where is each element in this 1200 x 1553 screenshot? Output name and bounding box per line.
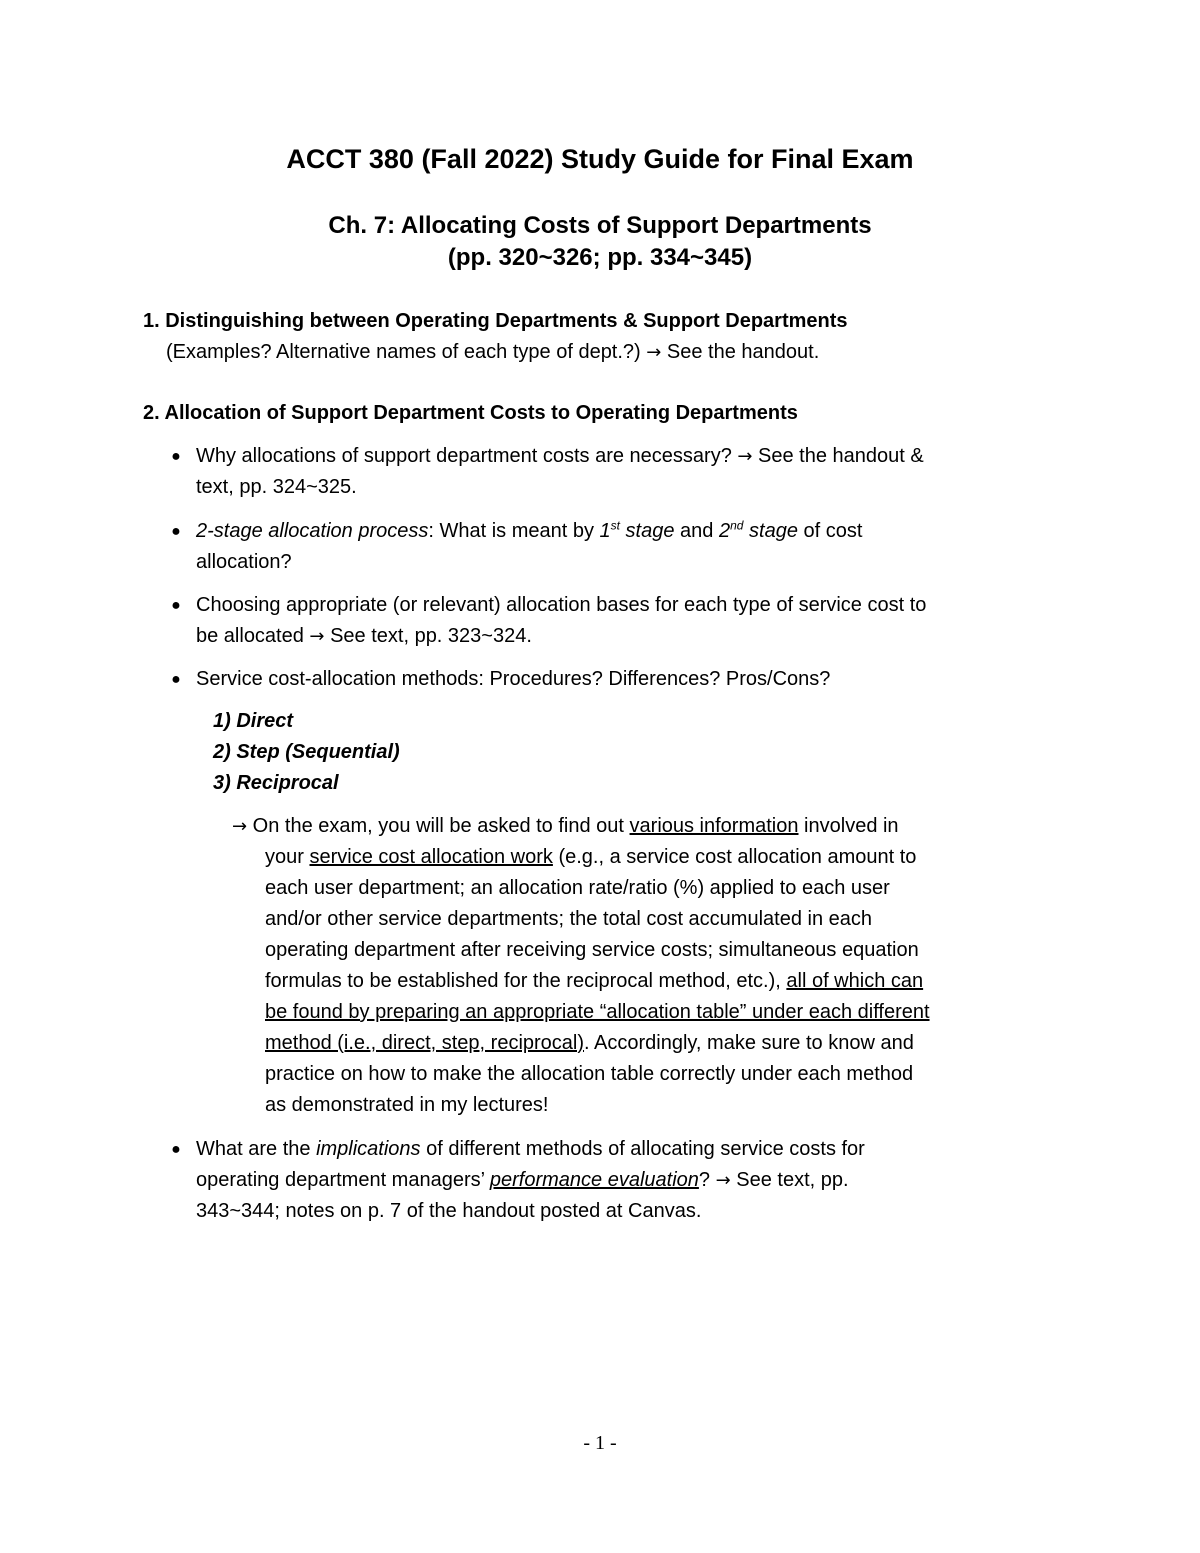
document-title: ACCT 380 (Fall 2022) Study Guide for Final Exam (286, 144, 914, 174)
method-reciprocal: 3) Reciprocal (213, 772, 339, 794)
chapter-pages-line: (pp. 320~326; pp. 334~345) (447, 244, 753, 271)
bullet-icon: ● (171, 448, 181, 465)
exam-note-line-10: as demonstrated in my lectures! (265, 1094, 549, 1116)
bullet-4-line: Service cost-allocation methods: Procedures? Differences? Pros/Cons? (196, 668, 831, 690)
bullet-icon: ● (171, 523, 181, 540)
chapter-title-line: Ch. 7: Allocating Costs of Support Departments (328, 212, 872, 239)
arrow-right-icon: → (715, 1170, 731, 1191)
exam-note-line-5: operating department after receiving service costs; simultaneous equation (265, 939, 919, 961)
bullet-3-line-1: Choosing appropriate (or relevant) allocation bases for each type of service cost to (196, 594, 927, 616)
bullet-2-line-2: allocation? (196, 551, 292, 573)
arrow-right-icon: → (737, 446, 753, 467)
bullet-2-line-1: 2-stage allocation process: What is meant by 1st stage and 2nd stage of cost (196, 518, 863, 542)
bullet-icon: ● (171, 1141, 181, 1158)
method-direct: 1) Direct (213, 710, 294, 732)
exam-note-line-1: → On the exam, you will be asked to find out various information involved in (232, 815, 899, 837)
exam-note-line-2: your service cost allocation work (e.g., a service cost allocation amount to (265, 846, 917, 868)
section-2-heading: 2. Allocation of Support Department Costs to Operating Departments (143, 402, 798, 424)
exam-note-line-7: be found by preparing an appropriate “allocation table” under each different (265, 1001, 930, 1023)
bullet-5-line-1: What are the implications of different methods of allocating service costs for (196, 1138, 865, 1160)
page-number: - 1 - (583, 1432, 617, 1454)
bullet-icon: ● (171, 671, 181, 688)
exam-note-line-3: each user department; an allocation rate/ratio (%) applied to each user (265, 877, 890, 899)
exam-note-line-8: method (i.e., direct, step, reciprocal). Accordingly, make sure to know and (265, 1032, 914, 1054)
section-1-note: (Examples? Alternative names of each type of dept.?) → See the handout. (166, 341, 820, 363)
bullet-1-line-2: text, pp. 324~325. (196, 476, 357, 498)
exam-note-line-4: and/or other service departments; the total cost accumulated in each (265, 908, 873, 930)
method-step: 2) Step (Sequential) (213, 741, 400, 763)
arrow-right-icon: → (309, 626, 325, 647)
exam-note-line-9: practice on how to make the allocation table correctly under each method (265, 1063, 914, 1085)
bullet-1-line-1: Why allocations of support department costs are necessary? → See the handout & (196, 445, 924, 467)
bullet-5-line-2: operating department managers’ performance evaluation? → See text, pp. (196, 1169, 849, 1191)
bullet-3-line-2: be allocated → See text, pp. 323~324. (196, 625, 532, 647)
arrow-right-icon: → (232, 816, 248, 837)
bullet-icon: ● (171, 597, 181, 614)
arrow-right-icon: → (646, 342, 662, 363)
exam-note-line-6: formulas to be established for the reciprocal method, etc.), all of which can (265, 970, 924, 992)
chapter-heading (0, 210, 1200, 274)
bullet-5-line-3: 343~344; notes on p. 7 of the handout posted at Canvas. (196, 1200, 702, 1222)
section-1-heading: 1. Distinguishing between Operating Departments & Support Departments (143, 310, 848, 332)
